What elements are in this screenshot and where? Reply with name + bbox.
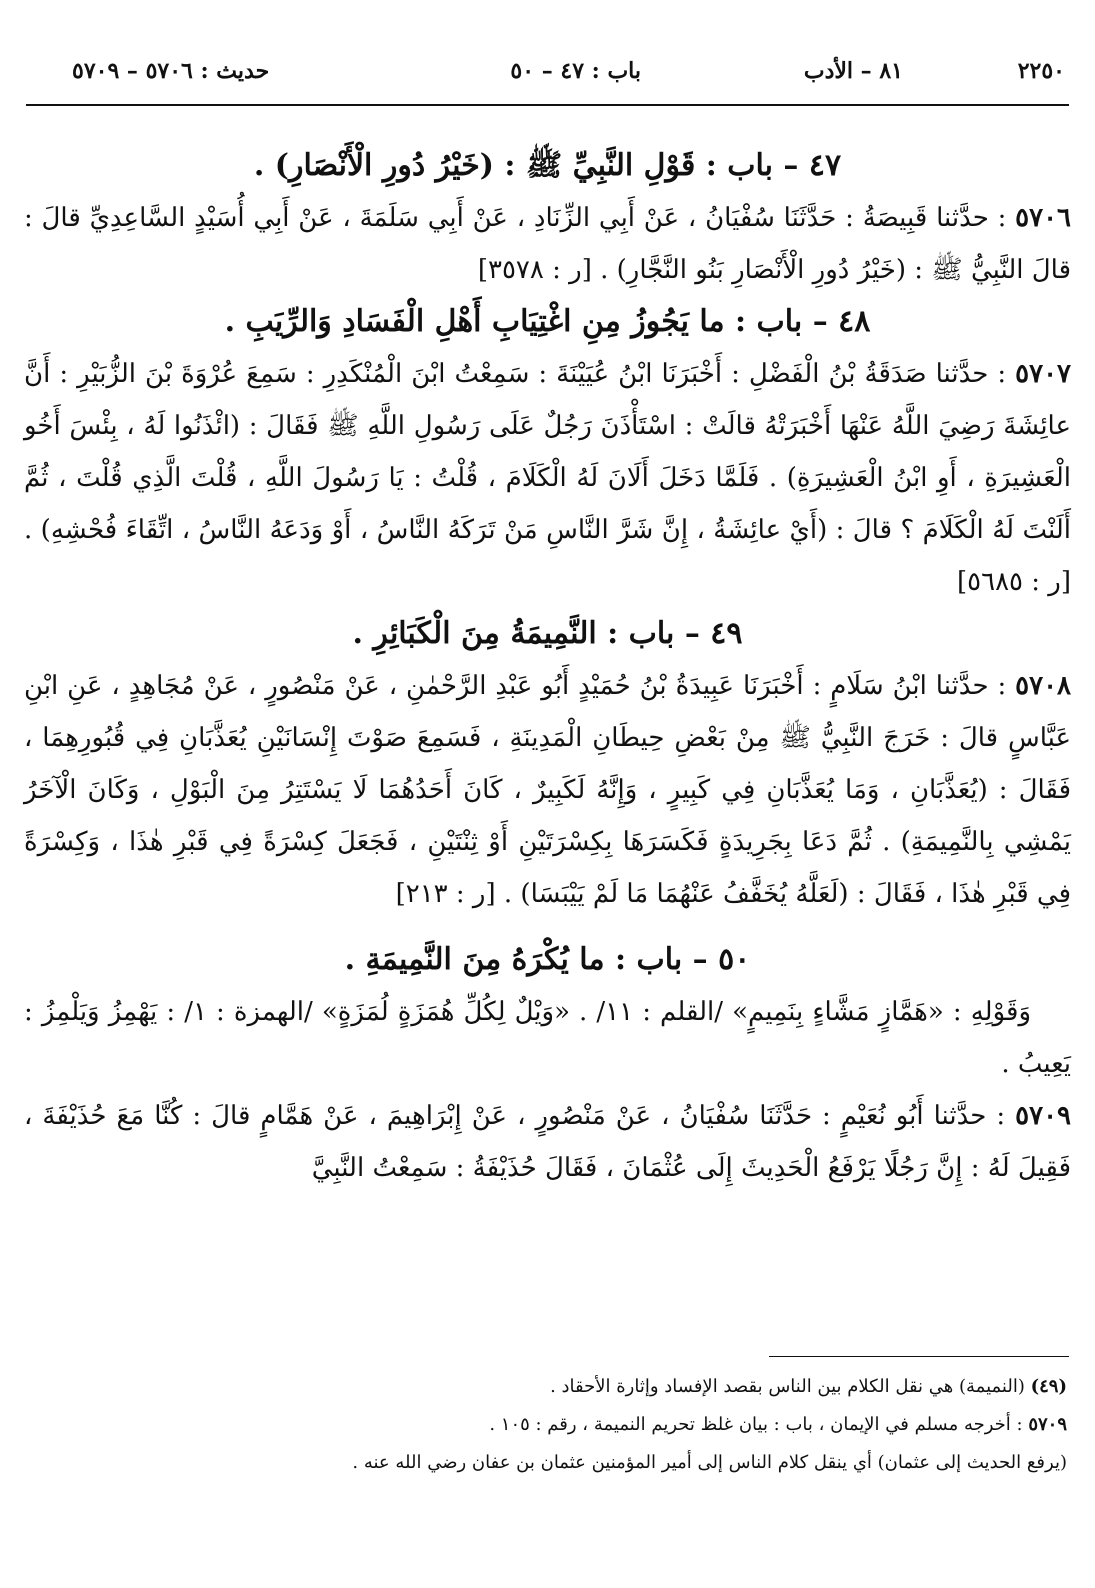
hadith-5707 [24, 348, 1071, 608]
main-text [24, 140, 1071, 1194]
footnote-text: (يرفع الحديث إلى عثمان) أي ينقل كلام الناس إلى أمير المؤمنين عثمان بن عفان رضي الله عنه . [352, 1452, 1067, 1473]
footnote [34, 1368, 1067, 1406]
hadith-number: ٥٧٠٧ [1015, 359, 1072, 389]
chapter-heading-49 [24, 608, 1071, 660]
cross-reference: [ر : ٢١٣] [395, 879, 496, 909]
chapter-heading-47 [24, 140, 1071, 192]
bab-range: باب : ٤٧ – ٥٠ [510, 58, 641, 84]
footnote [34, 1406, 1067, 1444]
cross-reference: [ر : ٣٥٧٨] [477, 255, 592, 285]
footnote-text: (النميمة) هي نقل الكلام بين الناس بقصد الإفساد وإثارة الأحقاد . [550, 1376, 1025, 1397]
spacer [24, 920, 1071, 934]
chapter-quote: (خَيْرُ دُورِ الْأَنْصَارِ) . [253, 148, 494, 183]
chapter-title: ٤٩ – باب : النَّمِيمَةُ مِنَ الْكَبَائِرِ . [352, 616, 743, 651]
footnote-number: ٥٧٠٩ [1028, 1414, 1067, 1435]
chapter-heading-48 [24, 296, 1071, 348]
chapter-title: ٤٧ – باب : قَوْلِ النَّبِيِّ ﷺ : [504, 148, 842, 183]
hadith-text: : حدَّثنا صَدَقَةُ بْنُ الْفَضْلِ : أَخْبَرَنَا ابْنُ عُيَيْنَةَ : سَمِعْتُ ابْنَ الْمُنْكَدِرِ : سَمِعَ عُرْوَةَ بْنَ الزُّبَيْرِ : أَنَّ عائِشَةَ رَضِيَ اللَّهُ عَنْهَا أَخْبَرَتْهُ قالَتْ : اسْتَأْذَنَ رَجُلٌ عَلَى رَسُولِ اللَّهِ ﷺ فَقَالَ : (ائْذَنُوا لَهُ ، بِئْسَ أَخُو الْعَشِيرَةِ ، أَوِ ابْنُ الْعَشِيرَةِ) . فَلَمَّا دَخَلَ أَلَانَ لَهُ الْكَلَامَ ، قُلْتُ : يَا رَسُولَ اللَّهِ ، قُلْتَ الَّذِي قُلْتَ ، ثُمَّ أَلَنْتَ لَهُ الْكَلَامَ ؟ قالَ : (أَيْ عائِشَةُ ، إِنَّ شَرَّ النَّاسِ مَنْ تَرَكَهُ النَّاسُ ، أَوْ وَدَعَهُ النَّاسُ ، اتِّقَاءَ فُحْشِهِ) . [24, 359, 1071, 545]
hadith-number: ٥٧٠٦ [1015, 203, 1071, 233]
running-header [24, 58, 1071, 94]
chapter-intro: وَقَوْلِهِ : «هَمَّازٍ مَشَّاءٍ بِنَمِيمٍ» /القلم : ١١/ . «وَيْلٌ لِكُلِّ هُمَزَةٍ لُمَزَةٍ» /الهمزة : ١/ : يَهْمِزُ وَيَلْمِزُ : يَعِيبُ . [24, 997, 1071, 1079]
hadith-text: : حدَّثنا أَبُو نُعَيْمٍ : حَدَّثَنَا سُفْيَانُ ، عَنْ مَنْصُورٍ ، عَنْ إِبْرَاهِيمَ ، عَنْ هَمَّامٍ قالَ : كُنَّا مَعَ حُذَيْفَةَ ، فَقِيلَ لَهُ : إِنَّ رَجُلًا يَرْفَعُ الْحَدِيثَ إِلَى عُثْمَانَ ، فَقَالَ حُذَيْفَةُ : سَمِعْتُ النَّبِيَّ [24, 1101, 1071, 1183]
hadith-5709 [24, 1090, 1071, 1194]
footnote-text: : أخرجه مسلم في الإيمان ، باب : بيان غلظ تحريم النميمة ، رقم : ١٠٥ . [489, 1414, 1023, 1435]
page-number: ٢٢٥٠ [1017, 58, 1065, 84]
footnote [34, 1444, 1067, 1482]
hadith-number: ٥٧٠٨ [1015, 671, 1072, 701]
hadith-5708 [24, 660, 1071, 920]
book-page [24, 0, 1071, 1588]
book-title: ٨١ – الأدب [803, 58, 903, 84]
cross-reference: [ر : ٥٦٨٥] [956, 567, 1071, 597]
hadith-text: : حدَّثنا قَبِيصَةُ : حَدَّثَنَا سُفْيَانُ ، عَنْ أَبِي الزِّنَادِ ، عَنْ أَبِي سَلَمَةَ ، عَنْ أَبِي أُسَيْدٍ السَّاعِدِيِّ قالَ : قالَ النَّبِيُّ ﷺ : (خَيْرُ دُورِ الْأَنْصَارِ بَنُو النَّجَّارِ) . [24, 203, 1071, 285]
chapter-title: ٥٠ – باب : ما يُكْرَهُ مِنَ النَّمِيمَةِ . [344, 942, 751, 977]
header-divider [26, 104, 1069, 106]
hadith-range: حديث : ٥٧٠٦ – ٥٧٠٩ [72, 58, 270, 84]
chapter-title: ٤٨ – باب : ما يَجُوزُ مِنِ اغْتِيَابِ أَهْلِ الْفَسَادِ وَالرِّيَبِ . [224, 304, 871, 339]
chapter-heading-50 [24, 934, 1071, 986]
footnote-number: (٤٩) [1030, 1376, 1067, 1397]
hadith-text: : حدَّثنا ابْنُ سَلَامٍ : أَخْبَرَنَا عَبِيدَةُ بْنُ حُمَيْدٍ أَبُو عَبْدِ الرَّحْمٰنِ ، عَنْ مَنْصُورٍ ، عَنْ مُجَاهِدٍ ، عَنِ ابْنِ عَبَّاسٍ قالَ : خَرَجَ النَّبِيُّ ﷺ مِنْ بَعْضِ حِيطَانِ الْمَدِينَةِ ، فَسَمِعَ صَوْتَ إِنْسَانَيْنِ يُعَذَّبَانِ فِي قُبُورِهِمَا ، فَقَالَ : (يُعَذَّبَانِ ، وَمَا يُعَذَّبَانِ فِي كَبِيرٍ ، وَإِنَّهُ لَكَبِيرٌ ، كَانَ أَحَدُهُمَا لَا يَسْتَتِرُ مِنَ الْبَوْلِ ، وَكَانَ الْآخَرُ يَمْشِي بِالنَّمِيمَةِ) . ثُمَّ دَعَا بِجَرِيدَةٍ فَكَسَرَهَا بِكِسْرَتَيْنِ أَوْ ثِنْتَيْنِ ، فَجَعَلَ كِسْرَةً فِي قَبْرِ هٰذَا ، وَكِسْرَةً فِي قَبْرِ هٰذَا ، فَقَالَ : (لَعَلَّهُ يُخَفَّفُ عَنْهُمَا مَا لَمْ يَيْبَسَا) . [24, 671, 1071, 909]
hadith-5706 [24, 192, 1071, 296]
footnotes [34, 1368, 1067, 1482]
hadith-number: ٥٧٠٩ [1015, 1101, 1072, 1131]
footnote-divider [769, 1356, 1069, 1357]
